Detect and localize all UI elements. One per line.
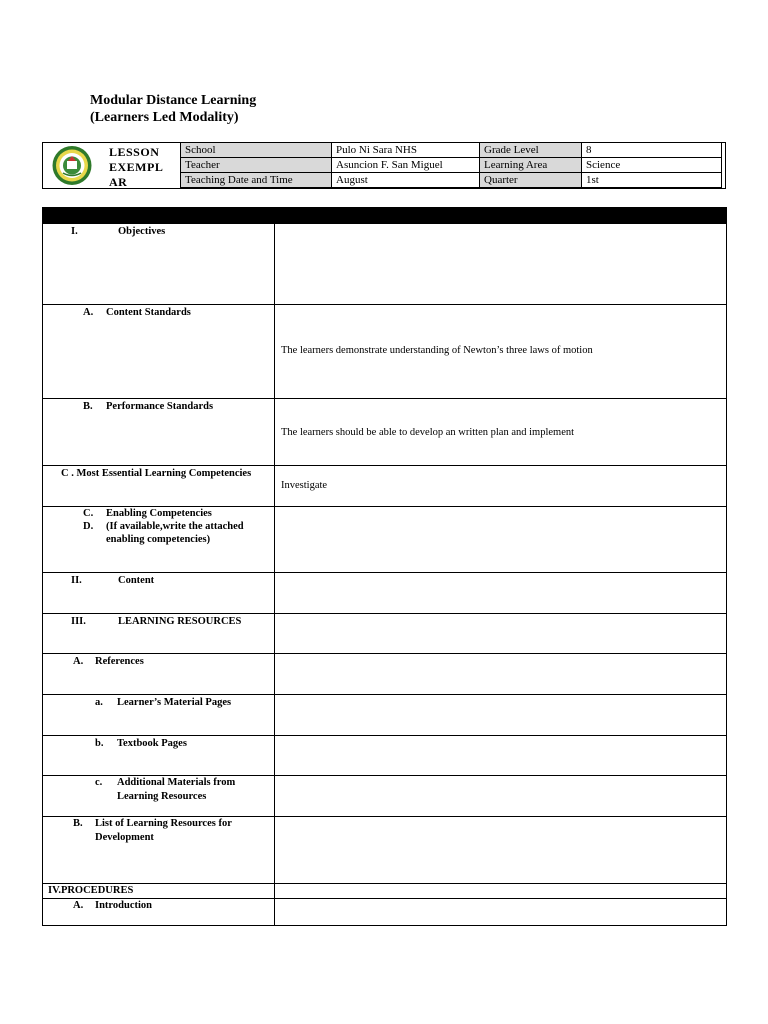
learning-resources-value [275,614,727,654]
school-value: Pulo Ni Sara NHS [332,143,480,158]
references-label: References [95,656,144,667]
objectives-value [275,224,727,305]
additional-materials-label: Additional Materials from [117,777,236,788]
introduction-label: Introduction [95,900,152,911]
table-row: c. Additional Materials from Learning Resources [43,776,727,817]
content-standards-value: The learners demonstrate understanding of Newton’s three laws of motion [281,345,593,356]
lesson-plan-table [42,207,726,926]
school-label: School [181,143,332,158]
quarter-label: Quarter [480,173,582,188]
enabling-competencies-label: Enabling Competencies [106,508,212,519]
table-header-bar [43,208,727,224]
performance-standards-value: The learners should be able to develop an written plan and implement [281,427,575,438]
procedures-value [275,884,727,899]
performance-standards-label: Performance Standards [106,401,214,412]
lesson-info-table [180,142,722,188]
teaching-date-label: Teaching Date and Time [181,173,332,188]
procedures-label: IV.PROCEDURES [48,885,134,896]
school-seal-logo [47,145,97,186]
table-row: A. Content Standards The learners demonstrate understanding of Newton’s three laws of motion [43,305,727,399]
textbook-pages-label: Textbook Pages [117,738,187,749]
quarter-value: 1st [582,173,722,188]
lesson-exemplar-label: LESSON EXEMPL AR [109,145,164,189]
references-value [275,654,727,695]
objectives-label: Objectives [118,226,166,237]
introduction-value [275,899,727,926]
lesson-header [42,142,726,189]
table-row: C. Enabling Competencies D. (If available,write the attached enabling competencies) [43,507,727,573]
table-row: I. Objectives [43,224,727,305]
learning-resources-label: LEARNING RESOURCES [118,616,242,627]
title-line-1: Modular Distance Learning [90,93,257,108]
table-row: A. References [43,654,727,695]
list-learning-resources-label: List of Learning Resources for [95,818,232,829]
enabling-competencies-value [275,507,727,573]
content-label: Content [118,575,155,586]
grade-level-value: 8 [582,143,722,158]
table-row: B. List of Learning Resources for Development [43,817,727,884]
table-row: B. Performance Standards The learners should be able to develop an written plan and implement [43,399,727,466]
learners-material-pages-value [275,695,727,736]
content-value [275,573,727,614]
teacher-label: Teacher [181,158,332,173]
additional-materials-value [275,776,727,817]
table-row: II. Content [43,573,727,614]
learners-material-pages-label: Learner’s Material Pages [117,697,232,708]
melc-label: C . Most Essential Learning Competencies [61,468,252,479]
melc-value: Investigate [281,480,328,491]
table-row: b. Textbook Pages [43,736,727,776]
table-row: a. Learner’s Material Pages [43,695,727,736]
table-row [43,884,727,899]
table-row: III. LEARNING RESOURCES [43,614,727,654]
teacher-value: Asuncion F. San Miguel [332,158,480,173]
learning-area-label: Learning Area [480,158,582,173]
list-learning-resources-value [275,817,727,884]
content-standards-label: Content Standards [106,307,191,318]
textbook-pages-value [275,736,727,776]
learning-area-value: Science [582,158,722,173]
grade-level-label: Grade Level [480,143,582,158]
title-line-2: (Learners Led Modality) [90,110,239,125]
teaching-date-value: August [332,173,480,188]
table-row [43,466,727,507]
document-title [90,92,256,126]
table-row: A. Introduction [43,899,727,926]
